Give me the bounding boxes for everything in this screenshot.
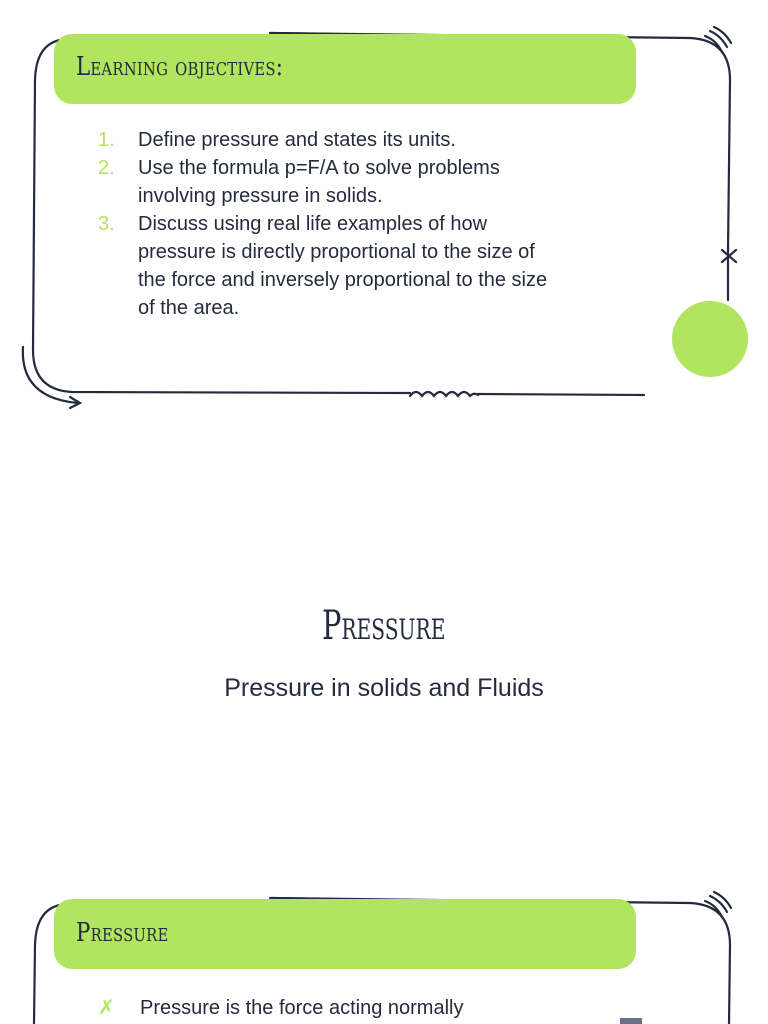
objective-item [96,210,636,322]
objective-number: 3. [98,213,115,235]
slide3-bullet-text: Pressure is the force acting normally [140,997,464,1019]
slide2-subtitle: Pressure in solids and Fluids [224,674,544,702]
objective-line: the force and inversely proportional to the size [138,269,548,291]
objective-number: 1. [98,129,115,151]
slide3-title-text: Pressure [76,918,169,948]
objective-line: of the area. [138,297,240,319]
objective-line: pressure is directly proportional to the size of [138,241,535,263]
slide3-title [76,918,168,948]
objective-line: Use the formula p=F/A to solve problems [138,157,500,179]
slide3-bullet [96,994,463,1022]
x-mark-icon: ✗ [98,997,115,1019]
objective-number: 2. [98,157,115,179]
learning-objectives-list [96,126,636,322]
objective-item [96,154,636,210]
objective-line: Discuss using real life examples of how [138,213,488,235]
objective-line: Define pressure and states its units. [138,129,456,151]
slide1-title [76,52,283,82]
slide1-title-text: Learning objectives: [76,52,284,82]
objective-line: involving pressure in solids. [138,185,383,207]
slide2-title [0,603,768,649]
objective-item [96,126,636,154]
slide2-title-text: Pressure [322,603,446,649]
